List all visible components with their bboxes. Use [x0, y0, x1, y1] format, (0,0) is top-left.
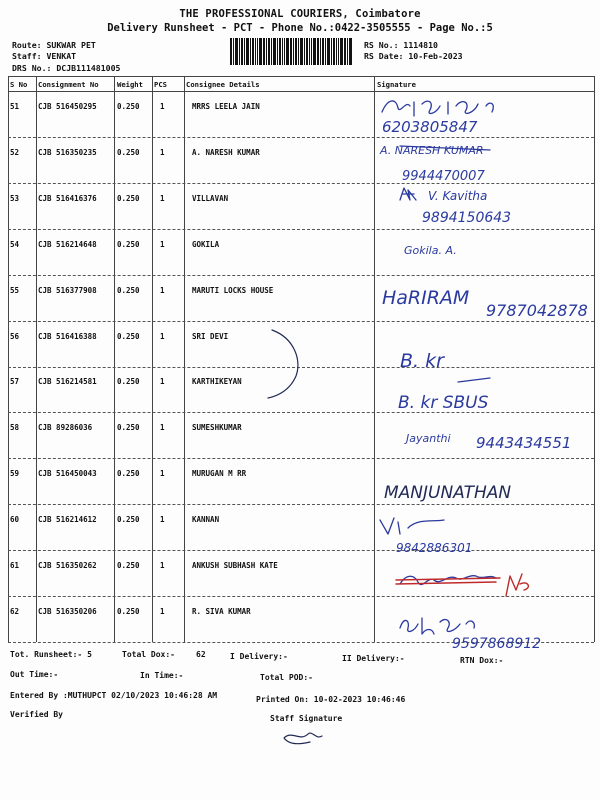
row-pcs: 1 — [160, 515, 165, 525]
signature-row-57-icon — [398, 372, 538, 416]
col-header-pcs: PCS — [154, 80, 167, 89]
row-consignee: SUMESHKUMAR — [192, 423, 242, 433]
row-consignment-no: CJB 516214648 — [38, 239, 97, 249]
row-consignment-no: CJB 516450043 — [38, 469, 97, 479]
row-consignment-no: CJB 89286036 — [38, 423, 93, 433]
row-consignee: MARUTI LOCKS HOUSE — [192, 285, 274, 295]
signature-row-55-icon — [382, 280, 598, 324]
svg-text:9597868912: 9597868912 — [452, 636, 542, 652]
staff-label: Staff: VENKAT — [12, 51, 77, 61]
row-pcs: 1 — [160, 606, 165, 616]
runsheet-title: Delivery Runsheet - PCT - Phone No.:0422-3505555 - Page No.:5 — [107, 22, 493, 34]
row-pcs: 1 — [160, 193, 165, 203]
col-header-consignee: Consignee Details — [186, 80, 260, 89]
rtn-dox-label: RTN Dox:- — [460, 656, 504, 665]
row-pcs: 1 — [160, 469, 165, 479]
row-sno: 56 — [10, 331, 20, 341]
row-consignee: MRRS LEELA JAIN — [192, 102, 260, 111]
svg-text:MANJUNATHAN: MANJUNATHAN — [384, 483, 512, 503]
row-pcs: 1 — [160, 102, 165, 111]
row-pcs: 1 — [160, 239, 165, 249]
row-pcs: 1 — [160, 561, 165, 570]
svg-text:Jayanthi: Jayanthi — [406, 432, 451, 445]
row-sno: 52 — [10, 147, 20, 157]
row-consignment-no: CJB 516214581 — [38, 377, 97, 387]
signature-row-52-icon — [380, 140, 530, 190]
col-header-weight: Weight — [117, 80, 143, 89]
row-sno: 55 — [10, 285, 20, 295]
row-sno: 51 — [10, 102, 20, 111]
row-consignee: A. NARESH KUMAR — [192, 147, 260, 157]
rs-number: RS No.: 1114810 — [364, 40, 438, 50]
row-consignment-no: CJB 516416388 — [38, 331, 97, 341]
row-sno: 61 — [10, 561, 20, 570]
row-consignee: ANKUSH SUBHASH KATE — [192, 561, 278, 570]
bracket-mark-icon — [264, 328, 304, 400]
row-weight: 0.250 — [117, 331, 140, 341]
svg-text:9787042878: 9787042878 — [486, 301, 588, 320]
row-pcs: 1 — [160, 423, 165, 433]
row-weight: 0.250 — [117, 147, 140, 157]
row-consignee: SRI DEVI — [192, 331, 229, 341]
svg-text:9894150643: 9894150643 — [422, 210, 512, 226]
row-consignee: VILLAVAN — [192, 193, 229, 203]
row-pcs: 1 — [160, 147, 165, 157]
signature-row-54-icon — [404, 238, 504, 262]
col-header-consignment: Consignment No — [38, 80, 99, 89]
row-sno: 59 — [10, 469, 20, 479]
staff-signature-label: Staff Signature — [270, 714, 343, 723]
row-consignment-no: CJB 516214612 — [38, 515, 97, 525]
svg-text:9842886301: 9842886301 — [396, 541, 473, 555]
total-dox-label: Total Dox:- — [122, 650, 175, 659]
row-weight: 0.250 — [117, 377, 140, 387]
barcode-image — [230, 38, 352, 65]
signature-row-58-icon — [406, 428, 586, 456]
signature-row-51-icon — [378, 96, 548, 136]
signature-row-59-icon — [384, 478, 554, 508]
row-consignment-no: CJB 516350235 — [38, 147, 97, 157]
signature-row-61-icon — [396, 566, 546, 606]
row-consignment-no: CJB 516377908 — [38, 285, 97, 295]
row-consignee: KARTHIKEYAN — [192, 377, 242, 387]
ii-delivery-label: II Delivery:- — [342, 654, 405, 663]
svg-text:V. Kavitha: V. Kavitha — [428, 189, 488, 203]
rs-date: RS Date: 10-Feb-2023 — [364, 51, 463, 61]
svg-text:A. NARESH KUMAR: A. NARESH KUMAR — [380, 144, 484, 157]
row-pcs: 1 — [160, 377, 165, 387]
in-time-label: In Time:- — [140, 671, 184, 680]
row-pcs: 1 — [160, 331, 165, 341]
signature-row-62-icon — [396, 614, 586, 654]
row-weight: 0.250 — [117, 469, 140, 479]
out-time-label: Out Time:- — [10, 670, 59, 679]
svg-text:9944470007: 9944470007 — [402, 169, 485, 184]
row-consignment-no: CJB 516350262 — [38, 561, 97, 570]
row-weight: 0.250 — [117, 285, 140, 295]
signature-row-56-icon — [400, 345, 500, 375]
row-pcs: 1 — [160, 285, 165, 295]
svg-text:6203805847: 6203805847 — [382, 118, 478, 136]
svg-text:B. kr SBUS: B. kr SBUS — [398, 393, 489, 413]
row-sno: 57 — [10, 377, 20, 387]
entered-by: Entered By :MUTHUPCT 02/10/2023 10:46:28 AM — [10, 691, 218, 700]
svg-text:HaRIRAM: HaRIRAM — [382, 287, 470, 309]
row-weight: 0.250 — [117, 515, 140, 525]
total-dox-value: 62 — [196, 650, 206, 659]
signature-row-53-icon — [398, 186, 548, 230]
row-weight: 0.250 — [117, 102, 140, 111]
drs-number: DRS No.: DCJB111481005 — [12, 63, 121, 73]
verified-by-label: Verified By — [10, 710, 63, 719]
total-runsheet: Tot. Runsheet:- 5 — [10, 650, 92, 659]
row-weight: 0.250 — [117, 561, 140, 570]
printed-on: Printed On: 10-02-2023 10:46:46 — [256, 695, 406, 704]
row-consignee: MURUGAN M RR — [192, 469, 247, 479]
company-name: THE PROFESSIONAL COURIERS, Coimbatore — [179, 8, 421, 20]
table-row — [8, 230, 594, 276]
row-weight: 0.250 — [117, 193, 140, 203]
row-consignment-no: CJB 516450295 — [38, 102, 97, 111]
row-sno: 58 — [10, 423, 20, 433]
i-delivery-label: I Delivery:- — [230, 652, 288, 661]
row-weight: 0.250 — [117, 239, 140, 249]
row-weight: 0.250 — [117, 423, 140, 433]
row-weight: 0.250 — [117, 606, 140, 616]
row-consignment-no: CJB 516416376 — [38, 193, 97, 203]
row-consignee: R. SIVA KUMAR — [192, 606, 251, 616]
col-header-signature: Signature — [377, 80, 416, 89]
total-pod-label: Total POD:- — [260, 673, 313, 682]
svg-text:Gokila. A.: Gokila. A. — [404, 244, 457, 257]
svg-text:B. kr: B. kr — [400, 350, 444, 372]
signature-row-60-icon — [378, 514, 498, 558]
col-header-sno: S No — [10, 80, 28, 89]
row-sno: 54 — [10, 239, 20, 249]
row-sno: 62 — [10, 606, 20, 616]
row-consignee: KANNAN — [192, 515, 220, 525]
row-consignment-no: CJB 516350206 — [38, 606, 97, 616]
row-sno: 53 — [10, 193, 20, 203]
route-label: Route: SUKWAR PET — [12, 40, 96, 50]
row-consignee: GOKILA — [192, 239, 220, 249]
svg-text:9443434551: 9443434551 — [476, 434, 572, 452]
row-sno: 60 — [10, 515, 20, 525]
table-row — [8, 505, 594, 551]
staff-signature-icon — [282, 726, 332, 748]
